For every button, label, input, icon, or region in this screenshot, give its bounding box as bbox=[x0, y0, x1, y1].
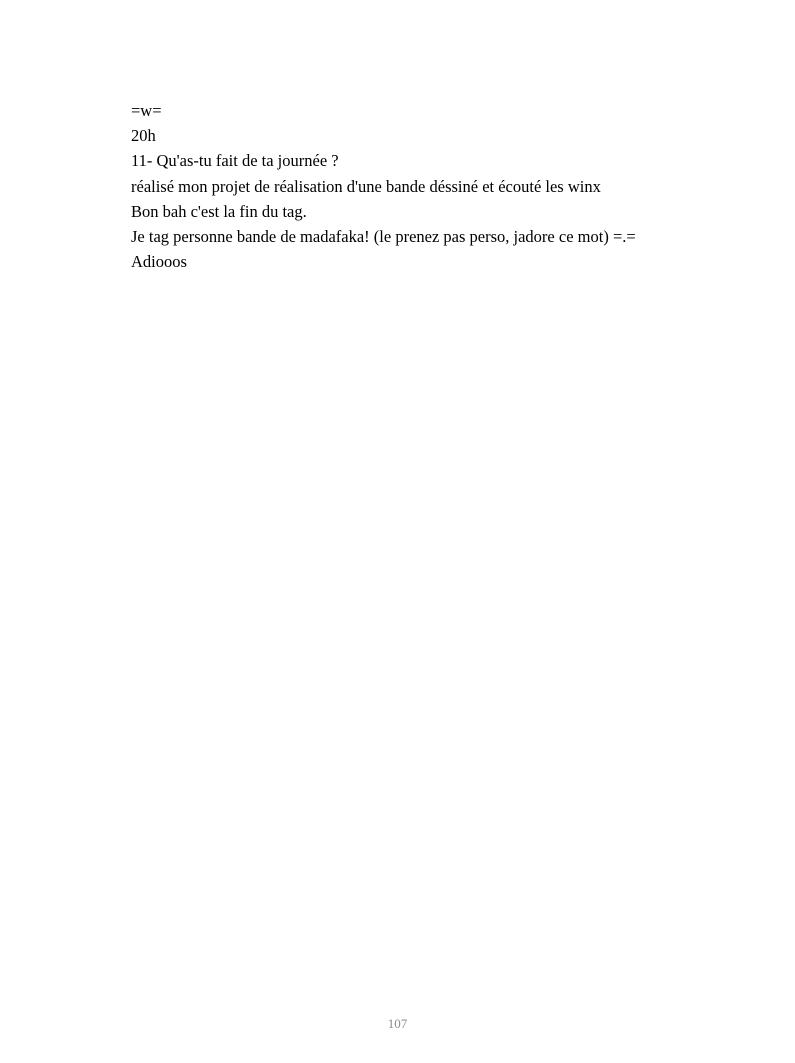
text-line-5: Bon bah c'est la fin du tag. bbox=[131, 201, 307, 221]
text-line-4: réalisé mon projet de réalisation d'une bande déssiné et écouté les winx bbox=[131, 176, 601, 196]
text-line-7: Adiooos bbox=[131, 252, 187, 272]
text-line-6: Je tag personne bande de madafaka! (le prenez pas perso, jadore ce mot) =.= bbox=[131, 227, 636, 247]
text-line-3: 11- Qu'as-tu fait de ta journée ? bbox=[131, 151, 339, 171]
text-line-2: 20h bbox=[131, 126, 156, 146]
document-text-block bbox=[131, 98, 666, 274]
page-number: 107 bbox=[387, 1016, 408, 1031]
text-line-1: =w= bbox=[131, 101, 162, 120]
